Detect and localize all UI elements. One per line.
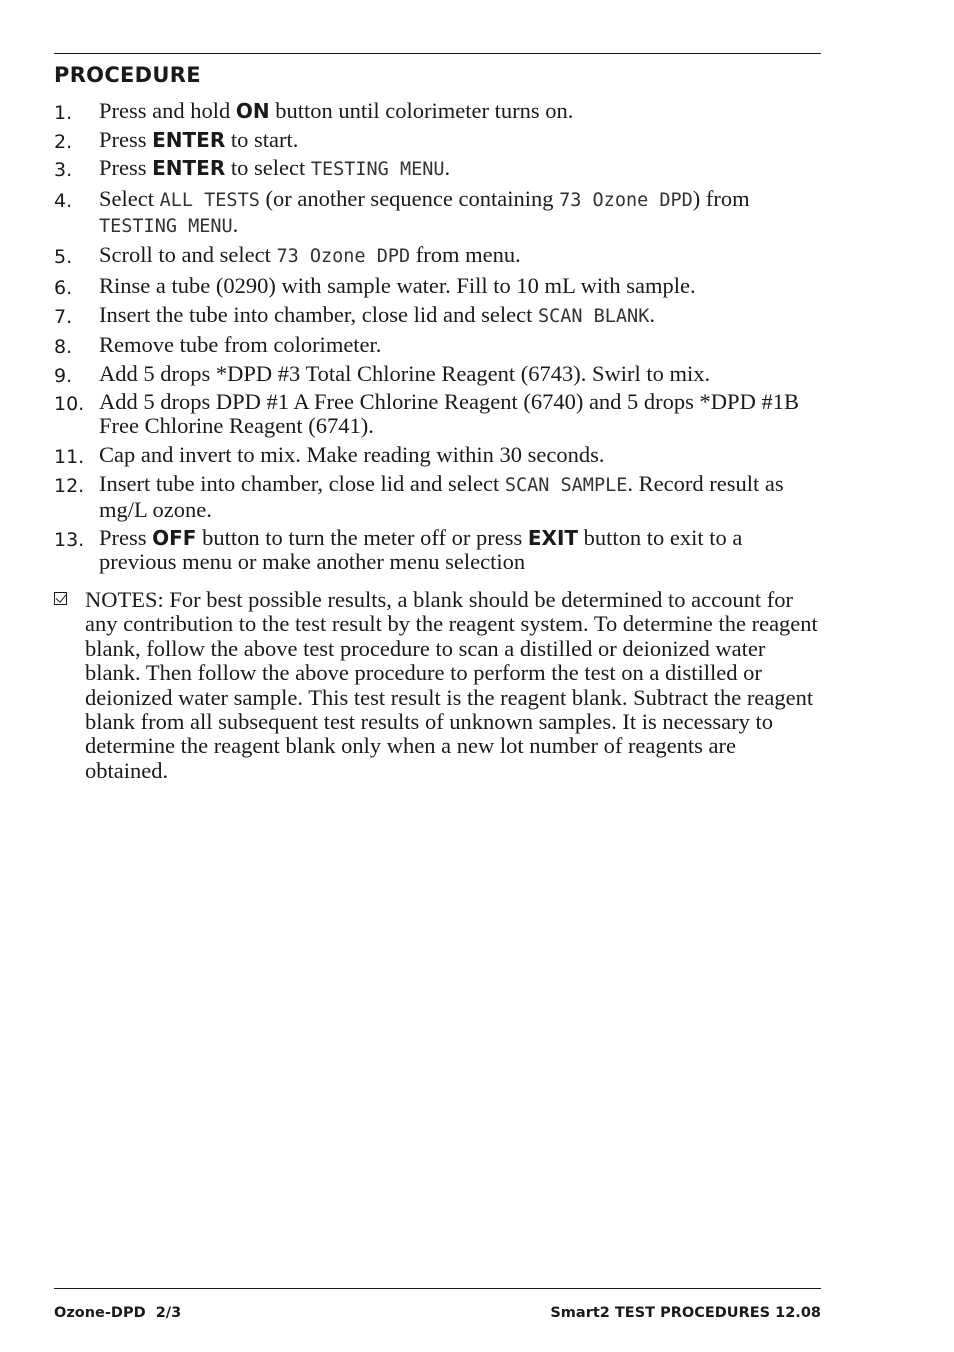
procedure-step bbox=[54, 362, 824, 386]
step-text: button until colorimeter turns on. bbox=[269, 98, 574, 123]
step-text: Press bbox=[99, 126, 153, 152]
step-number: 13. bbox=[54, 529, 85, 552]
procedure-step bbox=[54, 128, 824, 152]
step-number: 5. bbox=[54, 246, 73, 269]
step-text: (or another sequence containing bbox=[259, 185, 560, 211]
step-text: from menu. bbox=[410, 242, 521, 268]
menu-item-label: TESTING MENU bbox=[99, 215, 233, 237]
menu-item-label: SCAN SAMPLE bbox=[504, 474, 628, 496]
step-text: Press bbox=[99, 525, 153, 551]
procedure-step bbox=[54, 187, 824, 239]
step-number: 7. bbox=[54, 305, 73, 328]
key-label: ENTER bbox=[152, 156, 226, 181]
step-text: Cap and invert to mix. Make reading within 30 seconds. bbox=[99, 441, 605, 467]
menu-item-label: SCAN BLANK bbox=[537, 305, 650, 327]
step-text: . bbox=[232, 211, 239, 237]
step-text: button to turn the meter off or press bbox=[196, 525, 528, 551]
step-number: 12. bbox=[54, 474, 85, 497]
step-number: 2. bbox=[54, 130, 73, 153]
step-text: button to exit to a previous menu or make another menu selection bbox=[99, 525, 743, 575]
key-label: ENTER bbox=[152, 127, 226, 152]
menu-item-label: TESTING MENU bbox=[310, 159, 445, 181]
step-number: 1. bbox=[54, 102, 73, 124]
step-text: Rinse a tube (0290) with sample water. Fill to 10 mL with sample. bbox=[99, 272, 696, 298]
step-text: . Record result as mg/L ozone. bbox=[99, 470, 784, 522]
menu-item-label: 73 Ozone DPD bbox=[276, 246, 411, 268]
step-text: Add 5 drops DPD #1 A Free Chlorine Reagent (6740) and 5 drops *DPD #1B Free Chlorine Reagent (6741). bbox=[99, 389, 799, 439]
key-label: EXIT bbox=[527, 526, 579, 551]
procedure-step bbox=[54, 303, 824, 329]
procedure-step bbox=[54, 274, 824, 298]
top-rule bbox=[54, 53, 821, 54]
step-number: 11. bbox=[54, 445, 85, 468]
step-text: Select bbox=[99, 185, 160, 211]
step-text: Add 5 drops *DPD #3 Total Chlorine Reagent (6743). Swirl to mix. bbox=[99, 360, 711, 386]
step-number: 8. bbox=[54, 336, 73, 359]
procedure-step bbox=[54, 390, 824, 438]
step-text: to select bbox=[225, 155, 311, 181]
step-text: Insert the tube into chamber, close lid and select bbox=[99, 301, 538, 327]
procedure-step bbox=[54, 156, 824, 182]
bottom-rule bbox=[54, 1288, 821, 1289]
step-text: to start. bbox=[225, 126, 299, 152]
step-text: Scroll to and select bbox=[99, 242, 277, 268]
step-text: Remove tube from colorimeter. bbox=[99, 332, 382, 358]
notes-block bbox=[54, 588, 819, 783]
step-number: 3. bbox=[54, 159, 73, 182]
menu-item-label: 73 Ozone DPD bbox=[559, 189, 693, 211]
checkbox-icon bbox=[54, 592, 67, 605]
footer-document-title: Smart2 TEST PROCEDURES 12.08 bbox=[550, 1305, 821, 1321]
step-text: . bbox=[649, 301, 655, 327]
footer-page-label: Ozone-DPD 2/3 bbox=[54, 1305, 182, 1321]
step-text: . bbox=[444, 155, 451, 181]
step-number: 4. bbox=[54, 189, 73, 212]
step-text: Insert tube into chamber, close lid and select bbox=[99, 470, 505, 496]
key-label: ON bbox=[235, 99, 270, 123]
step-number: 10. bbox=[54, 393, 85, 416]
step-text: ) from bbox=[692, 185, 750, 211]
procedure-step bbox=[54, 99, 824, 123]
procedure-step bbox=[54, 333, 824, 357]
menu-item-label: ALL TESTS bbox=[159, 189, 260, 211]
step-text: Press bbox=[99, 155, 153, 181]
procedure-step bbox=[54, 243, 824, 269]
procedure-step bbox=[54, 472, 824, 522]
step-number: 6. bbox=[54, 276, 73, 299]
step-text: Press and hold bbox=[99, 98, 236, 123]
procedure-step bbox=[54, 526, 824, 574]
key-label: OFF bbox=[152, 526, 197, 551]
procedure-step bbox=[54, 443, 824, 467]
step-number: 9. bbox=[54, 364, 73, 387]
section-heading: PROCEDURE bbox=[54, 63, 201, 87]
procedure-steps-list bbox=[54, 99, 824, 579]
notes-text: NOTES: For best possible results, a blank should be determined to account for any contribution to the test result by the reagent system. To determine the reagent blank, follow the above test procedure to scan a distilled or deionized water blank. Then follow the above procedure to perform the test on a distilled or deionized water sample. This test result is the reagent blank. Subtract the reagent blank from all subsequent test results of unknown samples. It is necessary to determine the reagent blank only when a new lot number of reagents are obtained. bbox=[85, 587, 818, 783]
